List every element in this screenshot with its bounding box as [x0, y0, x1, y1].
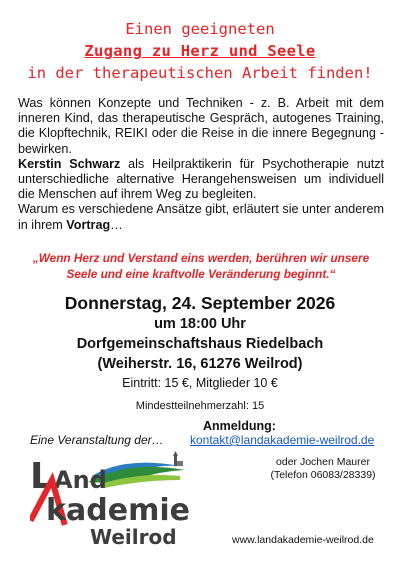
registration-title: Anmeldung:: [203, 419, 276, 433]
intro-paragraph-3-start: Warum es verschiedene Ansätze gibt, erläutert sie unter anderem in ihrem: [18, 202, 384, 232]
entry-fee: Eintritt: 15 €, Mitglieder 10 €: [122, 376, 278, 390]
logo-word-weilrod: Weilrod: [90, 525, 177, 549]
min-participants: Mindestteilnehmerzahl: 15: [135, 400, 265, 412]
intro-paragraph-3-end: …: [110, 217, 123, 232]
headline-line-2: Zugang zu Herz und Seele: [84, 42, 316, 60]
registration-alternative: [258, 456, 388, 482]
logo-word-ademie: ademie: [66, 493, 190, 528]
event-venue: Dorfgemeinschaftshaus Riedelbach: [76, 336, 324, 352]
website-url: www.landakademie-weilrod.de: [232, 534, 374, 546]
headline-line-1: Einen geeigneten: [125, 20, 275, 38]
event-address: (Weiherstr. 16, 61276 Weilrod): [97, 356, 303, 372]
intro-paragraph-3: [18, 202, 384, 232]
registration-alt-name: oder Jochen Maurer: [276, 456, 370, 468]
intro-paragraph-2: [18, 157, 384, 203]
intro-text: [18, 96, 384, 233]
logo-word-and: And: [54, 466, 107, 494]
speaker-name: Kerstin Schwarz: [18, 156, 121, 171]
event-details: [0, 292, 400, 374]
event-time: um 18:00 Uhr: [154, 316, 246, 332]
quote: „Wenn Herz und Verstand eins werden, berühren wir unsere Seele und eine kraftvolle Veränderung beginnt.“: [32, 251, 370, 281]
registration-email-link[interactable]: kontakt@landakademie-weilrod.de: [190, 433, 375, 447]
logo-graphic: [30, 450, 220, 550]
logo-letter-k: k: [46, 493, 66, 528]
talk-label: Vortrag: [66, 217, 111, 232]
headline-line-3: in der therapeutischen Arbeit finden!: [27, 64, 373, 82]
intro-paragraph-2-rest: als Heilpraktikerin für Psychotherapie nutzt unterschiedliche alternative Herangehensweisen um individuell die Menschen auf ihrem Weg zu begleiten.: [18, 156, 384, 202]
landakademie-logo: [30, 450, 220, 550]
logo-letter-l: L: [30, 456, 53, 497]
logo-church-roof: [173, 451, 178, 456]
organizer-note: Eine Veranstaltung der…: [30, 433, 164, 447]
registration-alt-phone: (Telefon 06083/28339): [270, 469, 376, 481]
logo-church-nave: [177, 461, 183, 466]
headline: [0, 18, 400, 84]
intro-paragraph-1: Was können Konzepte und Techniken - z. B. Arbeit mit dem inneren Kind, das therapeutische Gespräch, autogenes Training, die Klopftechnik, REIKI oder die Reise in die innere Begegnung - bewirken.: [18, 96, 384, 156]
logo-church-tower: [174, 456, 177, 466]
event-date: Donnerstag, 24. September 2026: [64, 293, 336, 313]
